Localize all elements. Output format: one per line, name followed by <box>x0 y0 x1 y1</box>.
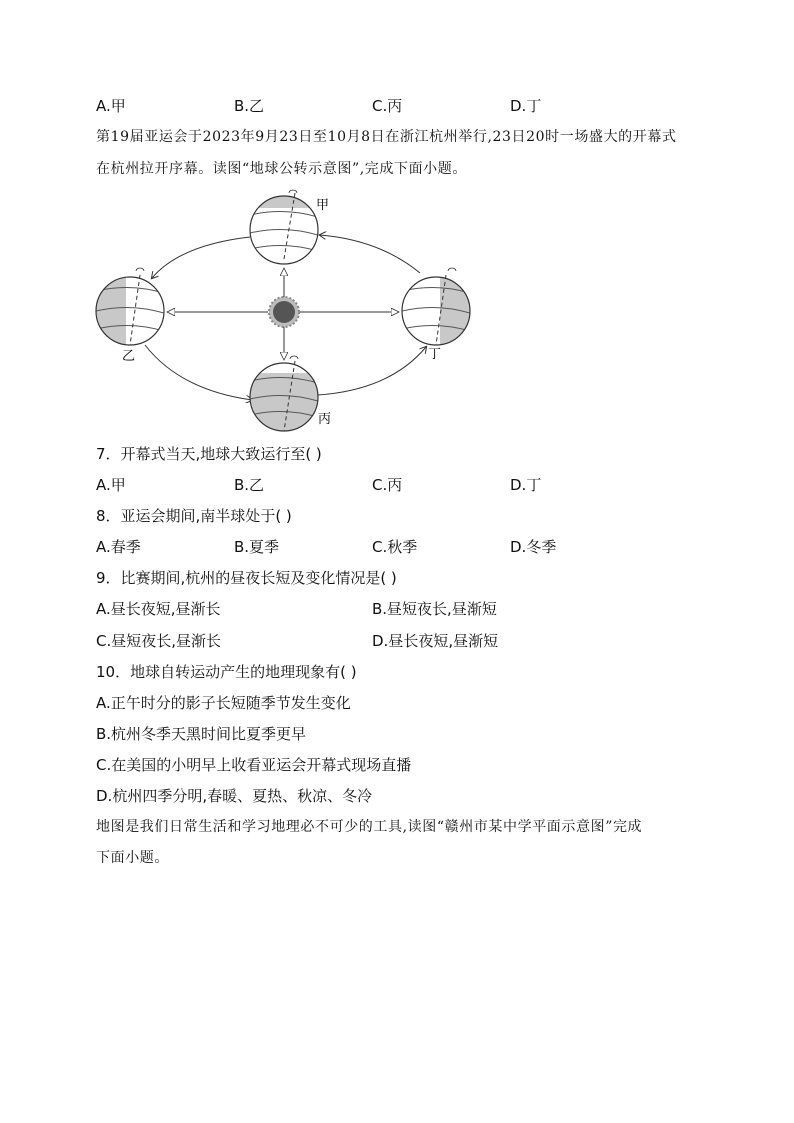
q9-option-d: D.昼长夜短,昼渐短 <box>372 632 499 650</box>
q9-stem: 9．比赛期间,杭州的昼夜长短及变化情况是( ) <box>96 569 397 587</box>
label-yi: 乙 <box>122 349 136 364</box>
q8-option-d: D.冬季 <box>510 538 557 556</box>
q10-option-a: A.正午时分的影子长短随季节发生变化 <box>96 694 351 712</box>
intro2-line2: 下面小题。 <box>96 850 169 866</box>
q9-option-b: B.昼短夜长,昼渐短 <box>372 600 497 618</box>
q9-option-a: A.昼长夜短,昼渐长 <box>96 600 221 618</box>
label-jia: 甲 <box>316 198 330 213</box>
q7-option-a: A.甲 <box>96 476 126 494</box>
earth-position-jia <box>250 190 318 264</box>
earth-position-yi <box>96 268 164 345</box>
q6-option-a: A.甲 <box>96 97 126 115</box>
earth-revolution-diagram <box>90 185 490 435</box>
q10-option-c: C.在美国的小明早上收看亚运会开幕式现场直播 <box>96 756 412 774</box>
label-ding: 丁 <box>428 347 442 362</box>
intro1-line1: 第19届亚运会于2023年9月23日至10月8日在浙江杭州举行,23日20时一场盛大的开幕式 <box>96 129 677 145</box>
q10-stem: 10．地球自转运动产生的地理现象有( ) <box>96 663 357 681</box>
q6-option-b: B.乙 <box>234 97 265 115</box>
label-bing: 丙 <box>318 412 332 427</box>
q8-option-c: C.秋季 <box>372 538 418 556</box>
q8-option-b: B.夏季 <box>234 538 280 556</box>
earth-position-bing <box>250 356 318 431</box>
intro1-line2: 在杭州拉开序幕。读图“地球公转示意图”,完成下面小题。 <box>96 161 467 177</box>
q10-option-b: B.杭州冬季天黑时间比夏季更早 <box>96 725 307 743</box>
q10-option-d: D.杭州四季分明,春暖、夏热、秋凉、冬冷 <box>96 787 373 805</box>
q7-option-c: C.丙 <box>372 476 403 494</box>
intro2-line1: 地图是我们日常生活和学习地理必不可少的工具,读图“赣州市某中学平面示意图”完成 <box>96 819 643 835</box>
q6-option-c: C.丙 <box>372 97 403 115</box>
earth-position-ding <box>402 268 470 345</box>
q7-stem: 7．开幕式当天,地球大致运行至( ) <box>96 445 322 463</box>
q8-stem: 8．亚运会期间,南半球处于( ) <box>96 507 292 525</box>
q9-option-c: C.昼短夜长,昼渐长 <box>96 632 222 650</box>
sun-icon <box>269 297 299 327</box>
q6-option-d: D.丁 <box>510 97 542 115</box>
q8-option-a: A.春季 <box>96 538 141 556</box>
q7-option-d: D.丁 <box>510 476 542 494</box>
q7-option-b: B.乙 <box>234 476 265 494</box>
